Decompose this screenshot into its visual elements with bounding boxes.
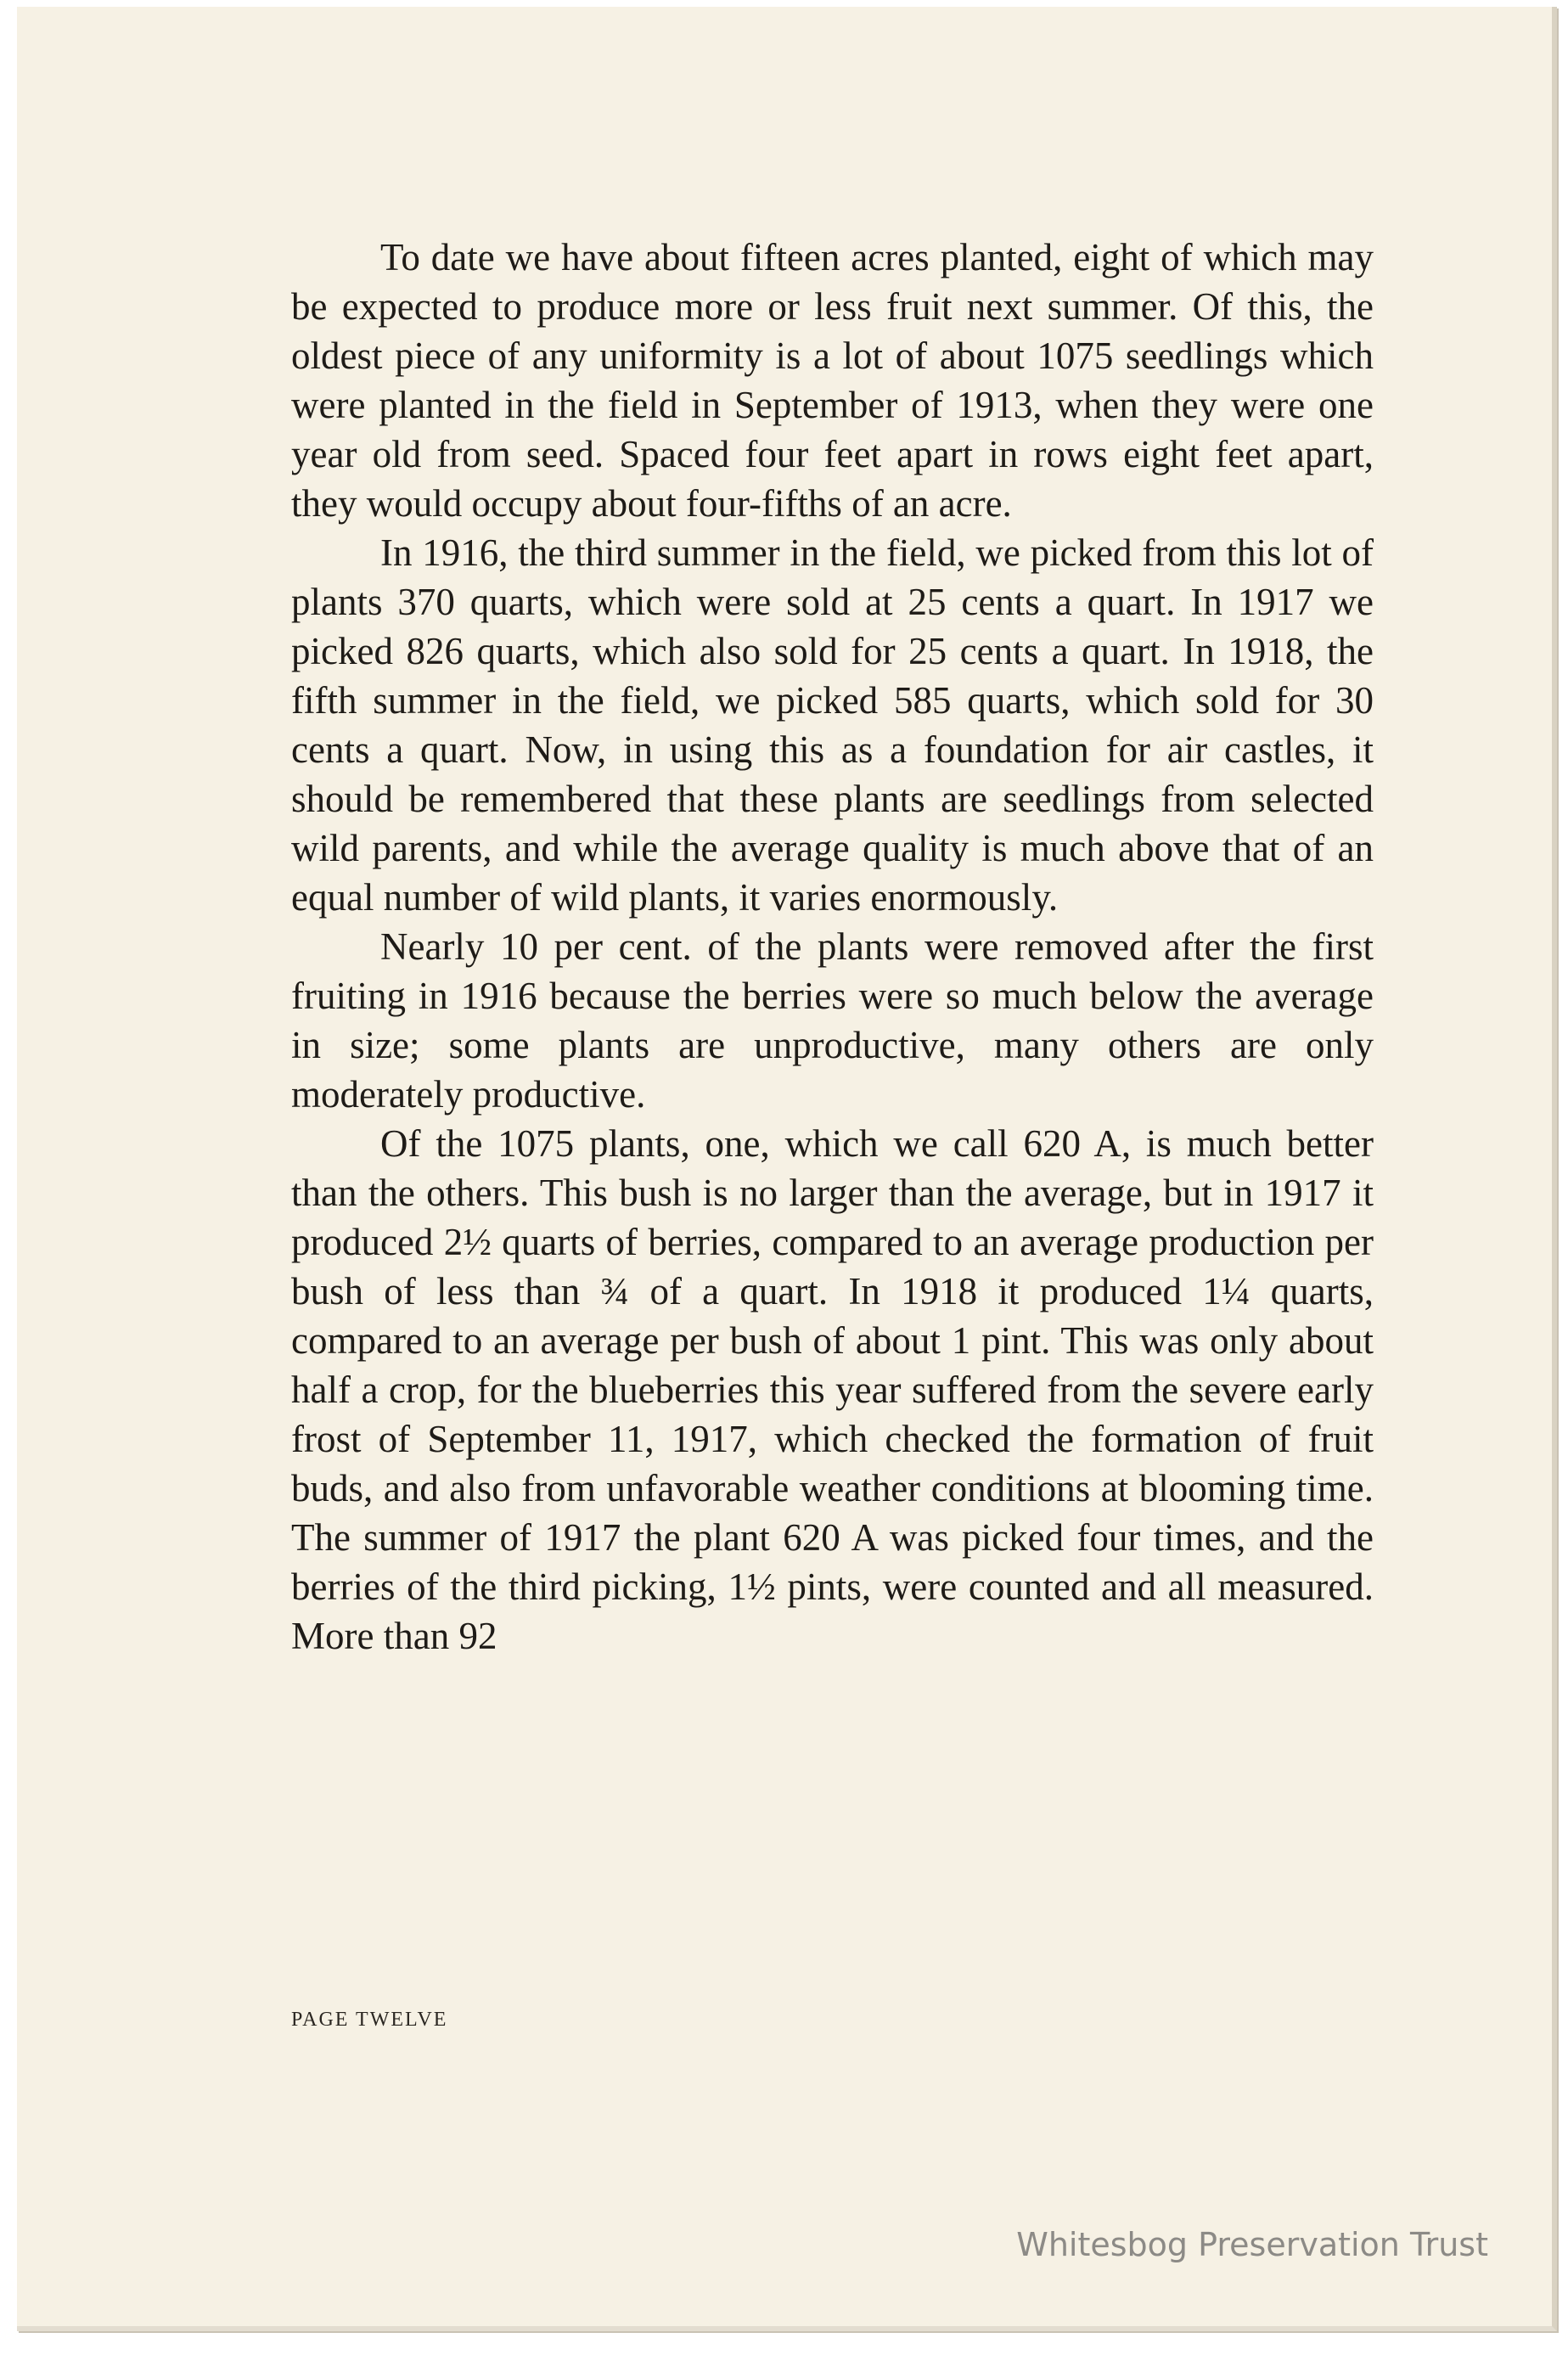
page-number-label: PAGE TWELVE bbox=[291, 2009, 448, 2031]
paragraph-4: Of the 1075 plants, one, which we call 620 A, is much better than the others. This bush is no larger than the average, but in 1917 it produced 2½ quarts of berries, compared to an average production per bush of less than ¾ of a quart. In 1918 it produced 1¼ quarts, compared to an average per bush of about 1 pint. This was only about half a crop, for the blueberries this year suffered from the severe early frost of September 11, 1917, which checked the formation of fruit buds, and also from unfavorable weather conditions at blooming time. The summer of 1917 the plant 620 A was picked four times, and the berries of the third picking, 1½ pints, were counted and all measured. More than 92 bbox=[291, 1122, 1374, 1657]
watermark-text: Whitesbog Preservation Trust bbox=[1016, 2226, 1488, 2263]
body-text bbox=[291, 233, 1374, 1661]
paragraph-1: To date we have about fifteen acres planted, eight of which may be expected to produce more or less fruit next summer. Of this, the oldest piece of any uniformity is a lot of about 1075 seedlings which were planted in the field in September of 1913, when they were one year old from seed. Spaced four feet apart in rows eight feet apart, they would occupy about four-fifths of an acre. bbox=[291, 236, 1374, 525]
paragraph-2: In 1916, the third summer in the field, we picked from this lot of plants 370 quarts, which were sold at 25 cents a quart. In 1917 we picked 826 quarts, which also sold for 25 cents a quart. In 1918, the fifth summer in the field, we picked 585 quarts, which sold for 30 cents a quart. Now, in using this as a foundation for air castles, it should be remembered that these plants are seedlings from selected wild parents, and while the average quality is much above that of an equal number of wild plants, it varies enormously. bbox=[291, 531, 1374, 919]
paragraph-3: Nearly 10 per cent. of the plants were removed after the first fruiting in 1916 because the berries were so much below the average in size; some plants are unproductive, many others are only moderately productive. bbox=[291, 925, 1374, 1116]
document-page bbox=[17, 7, 1557, 2331]
